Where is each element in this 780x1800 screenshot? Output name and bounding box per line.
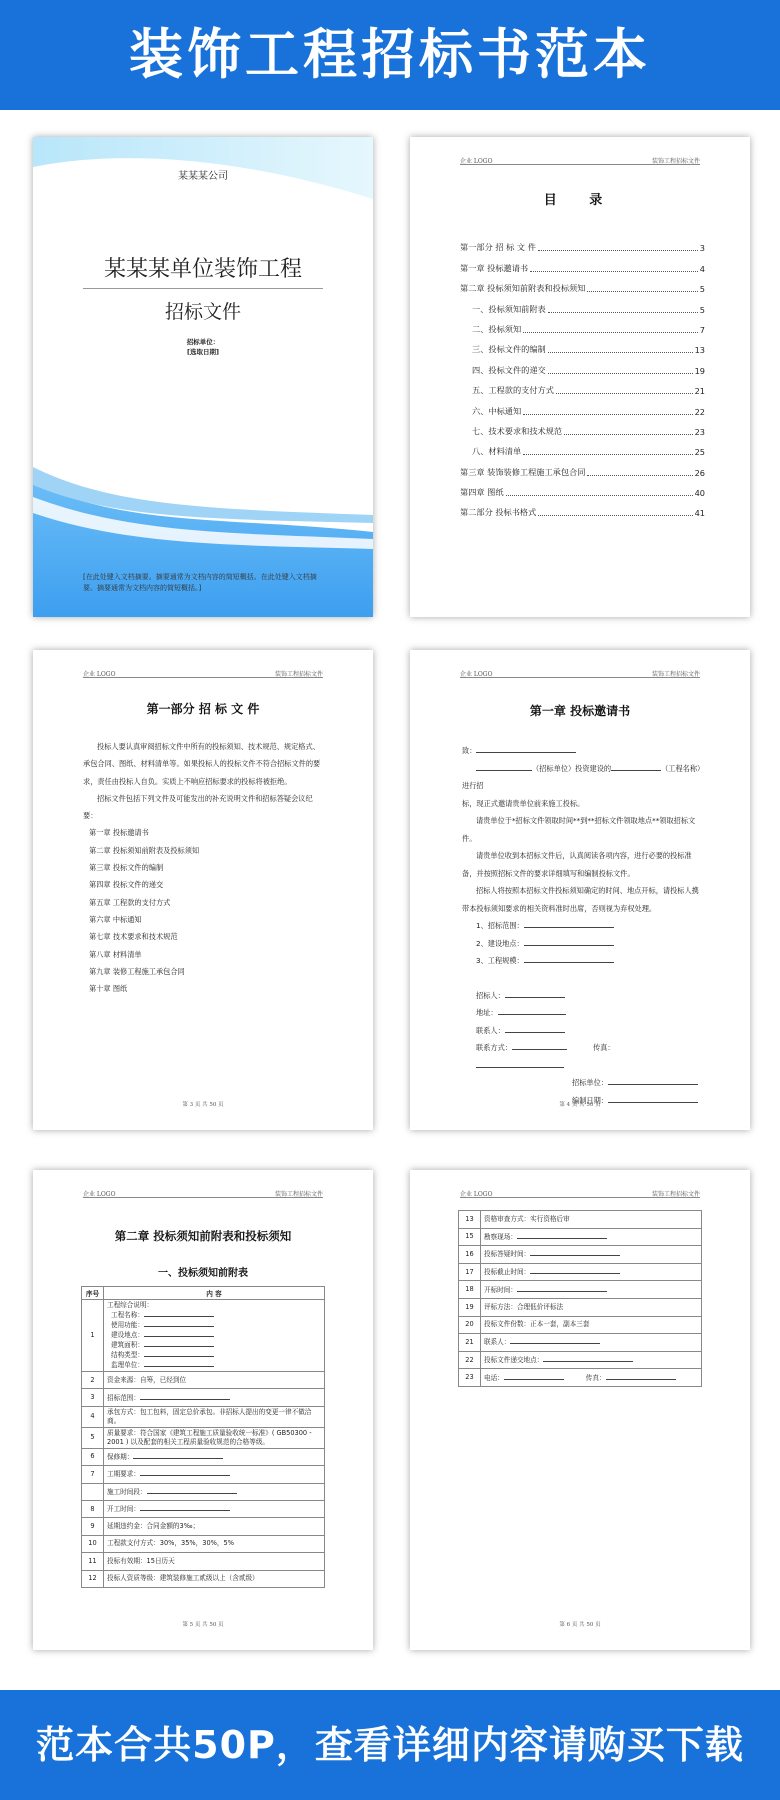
page-header (83, 1190, 323, 1198)
table-row: 7 工期要求： (82, 1466, 325, 1483)
chapter-list-item: 第八章 材料清单 (89, 949, 142, 959)
cover-unit-block (33, 337, 373, 357)
instructions-table-cont (458, 1210, 702, 1387)
toc-entry[interactable]: 第四章 图纸 40 (460, 487, 705, 499)
sign-tenderer: 招标人： (462, 987, 702, 1005)
part1-para1: 投标人要认真审阅招标文件中所有的投标须知、技术规范、规定格式、承包合同、图纸、材料清单等。如果投标人的投标文件不符合招标文件的要求，责任由投标人自负。实质上不响应招标要求的投标将被拒绝。 (83, 742, 321, 786)
page-footer: 第 6 页 共 50 页 (559, 1622, 601, 1628)
invitation-page (410, 650, 750, 1130)
toc-entry[interactable]: 第一部分 招 标 文 件 3 (460, 242, 705, 254)
chapter-list-item: 第三章 投标文件的编制 (89, 863, 164, 873)
table-row: 22 投标文件递交地点： (459, 1351, 702, 1369)
col-no: 序号 (82, 1287, 104, 1300)
cover-divider (83, 288, 323, 289)
table-row: 19 评标方法：合理低价评标法 (459, 1298, 702, 1316)
chapter-list-item: 第五章 工程款的支付方式 (89, 897, 171, 907)
part1-title: 第一部分 招 标 文 件 (146, 702, 260, 716)
toc-entry[interactable]: 六、中标通知 22 (472, 405, 705, 417)
chapter-list-item: 第四章 投标文件的递交 (89, 880, 164, 890)
table-row: 20 投标文件份数：正本一套，副本三套 (459, 1316, 702, 1334)
sign-date: 编制日期： (462, 1092, 702, 1110)
header-logo: 企业 LOGO (83, 1191, 116, 1198)
header-logo: 企业 LOGO (83, 671, 116, 678)
header-title: 装饰工程招标文件 (274, 671, 323, 678)
chapter2-title: 第二章 投标须知前附表和投标须知 (114, 1229, 292, 1243)
sign-address: 地址： (462, 1004, 702, 1022)
table-row: 施工时间段： (82, 1483, 325, 1500)
toc-entry[interactable]: 四、投标文件的递交 19 (472, 364, 705, 376)
toc-entry[interactable]: 五、工程款的支付方式 21 (472, 385, 705, 397)
table-row: 21 联系人： (459, 1334, 702, 1352)
chapter-list-item: 第二章 投标须知前附表及投标须知 (89, 845, 200, 855)
table-row: 1 工程综合说明： 工程名称： 使用功能： 建设地点： 建筑面积： 结构类型： 监理单位： (82, 1300, 325, 1372)
instructions-table (81, 1286, 325, 1588)
top-banner: 装饰工程招标书范本 (0, 0, 780, 110)
table-row: 11 投标有效期：15日历天 (82, 1553, 325, 1570)
invitation-para4: 招标人将按照本招标文件投标须知确定的时间、地点开标，请投标人携带本投标须知要求的相关资料准时出席，否则视为弃权处理。 (462, 886, 699, 913)
invitation-item: 3、工程规模： (462, 952, 702, 970)
chapter-list-item: 第一章 投标邀请书 (89, 828, 149, 838)
invitation-item: 2、建设地点： (462, 935, 702, 953)
invitation-para2: 请贵单位于*招标文件领取时间**到**招标文件领取地点**领取招标文件。 (462, 816, 696, 843)
cover-company: 某某某公司 (178, 171, 228, 182)
header-title: 装饰工程招标文件 (274, 1191, 323, 1198)
table-row: 23 电话： 传真： (459, 1369, 702, 1387)
sign-contact: 联系人： (462, 1022, 702, 1040)
header-logo: 企业 LOGO (460, 158, 493, 165)
part1-page (33, 650, 373, 1130)
header-title: 装饰工程招标文件 (651, 158, 700, 165)
toc-entry[interactable]: 二、投标须知 7 (472, 323, 705, 335)
table-row: 6 保修期： (82, 1448, 325, 1465)
table-row: 2 资金来源：自筹，已经到位 (82, 1372, 325, 1389)
header-logo: 企业 LOGO (460, 671, 493, 678)
part1-para2: 招标文件包括下列文件及可能发出的补充说明文件和招标答疑会议纪要： (83, 793, 313, 821)
invitation-line1: （招标单位）投资建设的 （工程名称）进行招 (462, 763, 701, 790)
cover-unit-label: 招标单位： (186, 338, 220, 346)
cover-abstract: [在此处键入文档摘要。摘要通常为文档内容的简短概括。在此处键入文档摘要。摘要通常为文档内容的简短概括。] (83, 573, 317, 592)
table-row: 4 承包方式：包工包料，固定总价承包。非招标人提出的变更一律不做洽商。 (82, 1406, 325, 1427)
col-content: 内 容 (104, 1287, 325, 1300)
table-row: 18 开标时间： (459, 1281, 702, 1299)
part1-chapter-list (83, 824, 323, 997)
toc-title: 目 录 (543, 193, 617, 208)
page-header (460, 670, 700, 678)
cover-wave-graphic (33, 137, 373, 617)
toc-entry[interactable]: 第二部分 投标书格式 41 (460, 507, 705, 519)
sign-phone-fax: 联系方式： 传真： (462, 1039, 702, 1074)
chapter-list-item: 第九章 装修工程施工承包合同 (89, 966, 185, 976)
toc-list (460, 233, 705, 518)
cover-subtitle: 招标文件 (164, 301, 241, 323)
table-row: 3 招标范围： (82, 1389, 325, 1406)
toc-entry[interactable]: 七、技术要求和技术规范 23 (472, 425, 705, 437)
toc-entry[interactable]: 第三章 装饰装修工程施工承包合同 26 (460, 466, 705, 478)
page-footer: 第 4 页 共 50 页 (559, 1102, 601, 1108)
table-row: 12 投标人资质等级：建筑装修施工贰级以上（含贰级） (82, 1570, 325, 1587)
invitation-to: 致： (462, 742, 702, 760)
chapter-list-item: 第七章 技术要求和技术规范 (89, 932, 178, 942)
table-row: 16 投标答疑时间： (459, 1246, 702, 1264)
invitation-item: 1、招标范围： (462, 917, 702, 935)
cover-title: 某某某单位装饰工程 (103, 257, 302, 282)
table-row: 9 延期违约金：合同金额的3‰； (82, 1518, 325, 1535)
page-header (83, 670, 323, 678)
header-title: 装饰工程招标文件 (651, 671, 700, 678)
chapter-list-item: 第十章 图纸 (89, 984, 128, 994)
header-logo: 企业 LOGO (460, 1191, 493, 1198)
table-row: 5 质量要求：符合国家《建筑工程施工质量验收统一标准》( GB50300 - 2001 ) 以及配套的相关工程质量验收规范的合格等级。 (82, 1427, 325, 1448)
invitation-para3: 请贵单位收到本招标文件后，认真阅读各项内容，进行必要的投标准备，并按照招标文件的要求详细填写和编制投标文件。 (462, 851, 692, 878)
table-row: 17 投标截止时间： (459, 1263, 702, 1281)
invitation-title: 第一章 投标邀请书 (529, 704, 631, 718)
table-row: 10 工程款支付方式：30%，35%，30%，5% (82, 1535, 325, 1552)
sign-unit: 招标单位： (462, 1074, 702, 1092)
toc-entry[interactable]: 第二章 投标须知前附表和投标须知 5 (460, 283, 705, 295)
toc-entry[interactable]: 八、材料清单 25 (472, 446, 705, 458)
instructions-page (33, 1170, 373, 1650)
bottom-banner: 范本合共50P，查看详细内容请购买下载 (0, 1690, 780, 1800)
invitation-line1-cont: 标，现正式邀请贵单位前来施工投标。 (462, 798, 585, 808)
header-title: 装饰工程招标文件 (651, 1191, 700, 1198)
instructions-table-cont-page (410, 1170, 750, 1650)
table-row: 8 开工时间： (82, 1500, 325, 1517)
page-header (460, 1190, 700, 1198)
page-footer: 第 3 页 共 50 页 (182, 1102, 224, 1108)
toc-page (410, 137, 750, 617)
cover-date-label: [选取日期] (187, 348, 219, 356)
chapter-list-item: 第六章 中标通知 (89, 914, 142, 924)
toc-entry[interactable]: 一、投标须知前附表 5 (472, 303, 705, 315)
page-header (460, 157, 700, 165)
invitation-body (462, 742, 702, 1109)
part1-body (83, 738, 323, 997)
cover-page (33, 137, 373, 617)
section-title: 一、投标须知前附表 (158, 1268, 248, 1279)
table-row: 13 资格审查方式：实行资格后审 (459, 1211, 702, 1229)
toc-entry[interactable]: 三、投标文件的编制 13 (472, 344, 705, 356)
page-footer: 第 5 页 共 50 页 (182, 1622, 224, 1628)
toc-entry[interactable]: 第一章 投标邀请书 4 (460, 262, 705, 274)
table-row: 15 勘察现场： (459, 1228, 702, 1246)
